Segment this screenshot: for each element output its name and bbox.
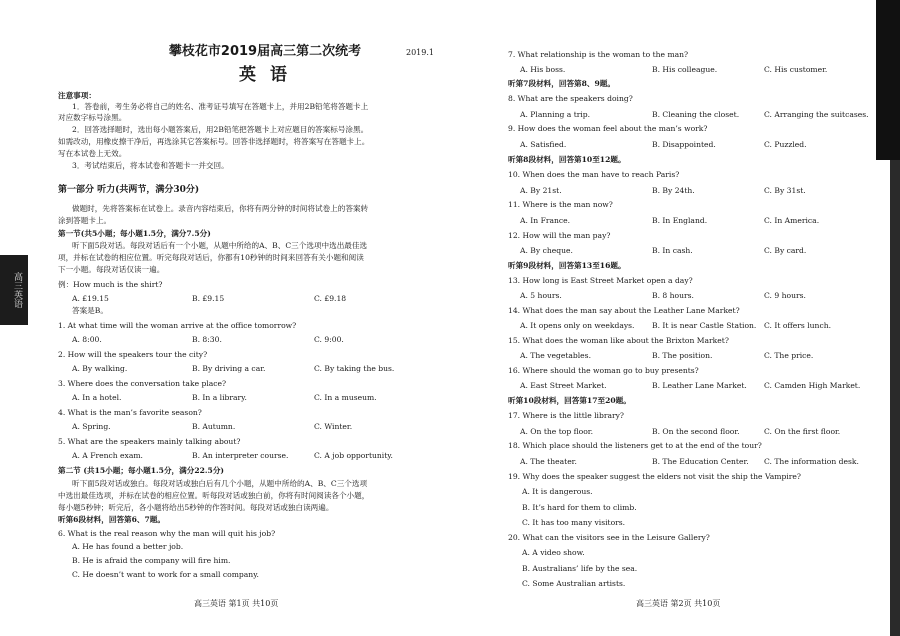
- notice-line: 对应数字标号涂黑。: [58, 113, 127, 122]
- question: 12. How will the man pay?: [508, 231, 611, 240]
- material-heading: 听第7段材料，回答第8、9题。: [508, 79, 615, 88]
- option-b: B. By driving a car.: [192, 364, 266, 373]
- question: 18. Which place should the listeners get to at the end of the tour?: [508, 441, 762, 450]
- question: 17. Where is the little library?: [508, 411, 624, 420]
- material-heading: 听第9段材料，回答第13至16题。: [508, 261, 626, 270]
- question: 1. At what time will the woman arrive at the office tomorrow?: [58, 321, 297, 330]
- option-c: C. Camden High Market.: [764, 381, 861, 390]
- material-heading: 听第6段材料，回答第6、7题。: [58, 515, 165, 524]
- option-c: C. A job opportunity.: [314, 451, 393, 460]
- question: 4. What is the man’s favorite season?: [58, 408, 202, 417]
- example-answer: 答案是B。: [72, 306, 108, 315]
- option-c: C. In a museum.: [314, 393, 377, 402]
- option-a: A. He has found a better job.: [72, 542, 184, 551]
- question: 9. How does the woman feel about the man’s work?: [508, 124, 708, 133]
- subject-title: 英 语: [239, 65, 291, 85]
- part1-heading: 第一部分 听力(共两节，满分30分): [58, 185, 200, 195]
- option-a: A. £19.15: [72, 294, 109, 303]
- option-c: C. By card.: [764, 246, 807, 255]
- material-heading: 听第10段材料，回答第17至20题。: [508, 396, 631, 405]
- option-b: B. The Education Center.: [652, 457, 749, 466]
- option-c: C. Puzzled.: [764, 140, 807, 149]
- page-footer-right: 高三英语 第2页 共10页: [636, 599, 721, 608]
- option-c: C. In America.: [764, 216, 820, 225]
- option-b: B. Autumn.: [192, 422, 236, 431]
- option-c: C. Some Australian artists.: [522, 579, 626, 588]
- option-b: B. 8:30.: [192, 335, 222, 344]
- option-b: B. It is near Castle Station.: [652, 321, 757, 330]
- option-b: B. He is afraid the company will fire him.: [72, 556, 231, 565]
- option-b: B. Cleaning the closet.: [652, 110, 740, 119]
- option-a: A. On the top floor.: [520, 427, 594, 436]
- option-c: C. He doesn’t want to work for a small company.: [72, 570, 259, 579]
- option-a: A. The theater.: [520, 457, 577, 466]
- notice-line: 3．考试结束后，将本试卷和答题卡一并交回。: [72, 161, 229, 170]
- scan-edge-shadow: [876, 0, 900, 160]
- option-b: B. 8 hours.: [652, 291, 694, 300]
- question: 10. When does the man have to reach Paris?: [508, 170, 680, 179]
- section2-instruction: 中选出最佳选项，并标在试卷的相应位置。听每段对话或独白前，你将有时间阅读各个小题，: [58, 491, 370, 500]
- section1-instruction: 听下面5段对话。每段对话后有一个小题，从题中所给的A、B、C三个选项中选出最佳选: [72, 241, 368, 250]
- option-a: A. Spring.: [72, 422, 111, 431]
- option-a: A. By 21st.: [520, 186, 562, 195]
- question: 5. What are the speakers mainly talking about?: [58, 437, 241, 446]
- option-c: C. By taking the bus.: [314, 364, 395, 373]
- option-b: B. £9.15: [192, 294, 225, 303]
- example-question: 例：How much is the shirt?: [58, 280, 163, 289]
- option-a: A. It opens only on weekdays.: [520, 321, 635, 330]
- option-c: C. 9:00.: [314, 335, 344, 344]
- option-a: A. In France.: [520, 216, 571, 225]
- question: 3. Where does the conversation take place?: [58, 379, 227, 388]
- option-a: A. Satisfied.: [520, 140, 567, 149]
- section1-instruction: 项，并标在试卷的相应位置。听完每段对话后，你都有10秒钟的时间来回答有关小题和阅读: [58, 253, 364, 262]
- option-c: C. 9 hours.: [764, 291, 806, 300]
- option-a: A. 8:00.: [72, 335, 102, 344]
- option-c: C. His customer.: [764, 65, 828, 74]
- question: 11. Where is the man now?: [508, 200, 613, 209]
- option-a: A. His boss.: [520, 65, 566, 74]
- option-c: C. It offers lunch.: [764, 321, 832, 330]
- option-c: C. The price.: [764, 351, 814, 360]
- option-b: B. Australians’ life by the sea.: [522, 564, 638, 573]
- part1-intro-line: 做题时，先将答案标在试卷上。录音内容结束后，你将有两分钟的时间将试卷上的答案转: [72, 204, 369, 213]
- question: 6. What is the real reason why the man will quit his job?: [58, 529, 276, 538]
- option-b: B. The position.: [652, 351, 713, 360]
- section2-instruction: 每小题5秒钟；听完后，各小题将给出5秒钟的作答时间。每段对话或独白读两遍。: [58, 503, 334, 512]
- question: 15. What does the woman like about the Brixton Market?: [508, 336, 729, 345]
- option-b: B. It’s hard for them to climb.: [522, 503, 637, 512]
- notice-line: 1．答卷前，考生务必将自己的姓名、准考证号填写在答题卡上，并用2B铅笔将答题卡上: [72, 102, 369, 111]
- question: 2. How will the speakers tour the city?: [58, 350, 208, 359]
- option-b: B. By 24th.: [652, 186, 695, 195]
- part1-intro-line: 涂到答题卡上。: [58, 216, 112, 225]
- option-b: B. His colleague.: [652, 65, 718, 74]
- option-c: C. On the first floor.: [764, 427, 841, 436]
- option-a: A. 5 hours.: [520, 291, 562, 300]
- option-a: A. By cheque.: [520, 246, 573, 255]
- option-b: B. In England.: [652, 216, 708, 225]
- question: 13. How long is East Street Market open a day?: [508, 276, 693, 285]
- option-b: B. Leather Lane Market.: [652, 381, 747, 390]
- option-a: A. It is dangerous.: [522, 487, 593, 496]
- question: 8. What are the speakers doing?: [508, 94, 633, 103]
- exam-date: 2019.1: [406, 48, 434, 57]
- side-tab-label: 高三英语: [12, 272, 22, 308]
- exam-title: 攀枝花市2019届高三第二次统考: [168, 44, 362, 59]
- option-c: C. Arranging the suitcases.: [764, 110, 869, 119]
- option-a: A. Planning a trip.: [520, 110, 591, 119]
- question: 20. What can the visitors see in the Leisure Gallery?: [508, 533, 710, 542]
- page-footer-left: 高三英语 第1页 共10页: [194, 599, 279, 608]
- notice-line: 如需改动，用橡皮擦干净后，再选涂其它答案标号。回答非选择题时，将答案写在答题卡上。: [58, 137, 370, 146]
- option-b: B. On the second floor.: [652, 427, 740, 436]
- question: 16. Where should the woman go to buy presents?: [508, 366, 699, 375]
- option-a: A. In a hotel.: [72, 393, 122, 402]
- section1-instruction: 下一小题。每段对话仅读一遍。: [58, 265, 165, 274]
- option-a: A. A video show.: [522, 548, 585, 557]
- option-a: A. A French exam.: [72, 451, 143, 460]
- question: 14. What does the man say about the Leather Lane Market?: [508, 306, 740, 315]
- notice-heading: 注意事项：: [58, 91, 96, 100]
- question: 7. What relationship is the woman to the man?: [508, 50, 689, 59]
- option-c: C. The information desk.: [764, 457, 859, 466]
- option-c: C. Winter.: [314, 422, 353, 431]
- question: 19. Why does the speaker suggest the elders not visit the ship the Vampire?: [508, 472, 801, 481]
- scan-edge-shadow-lower: [890, 160, 900, 636]
- option-b: B. In cash.: [652, 246, 693, 255]
- option-c: C. By 31st.: [764, 186, 806, 195]
- option-b: B. In a library.: [192, 393, 247, 402]
- option-c: C. It has too many visitors.: [522, 518, 626, 527]
- option-b: B. An interpreter course.: [192, 451, 289, 460]
- option-b: B. Disappointed.: [652, 140, 716, 149]
- material-heading: 听第8段材料，回答第10至12题。: [508, 155, 626, 164]
- notice-line: 2．回答选择题时，选出每小题答案后，用2B铅笔把答题卡上对应题目的答案标号涂黑。: [72, 125, 369, 134]
- notice-line: 写在本试卷上无效。: [58, 149, 127, 158]
- section1-heading: 第一节(共5小题；每小题1.5分，满分7.5分): [58, 229, 211, 238]
- option-a: A. East Street Market.: [520, 381, 607, 390]
- option-a: A. The vegetables.: [520, 351, 591, 360]
- section2-heading: 第二节 (共15小题；每小题1.5分，满分22.5分): [58, 466, 225, 475]
- option-a: A. By walking.: [72, 364, 128, 373]
- option-c: C. £9.18: [314, 294, 347, 303]
- section2-instruction: 听下面5段对话或独白。每段对话或独白后有几个小题，从题中所给的A、B、C三个选项: [72, 479, 368, 488]
